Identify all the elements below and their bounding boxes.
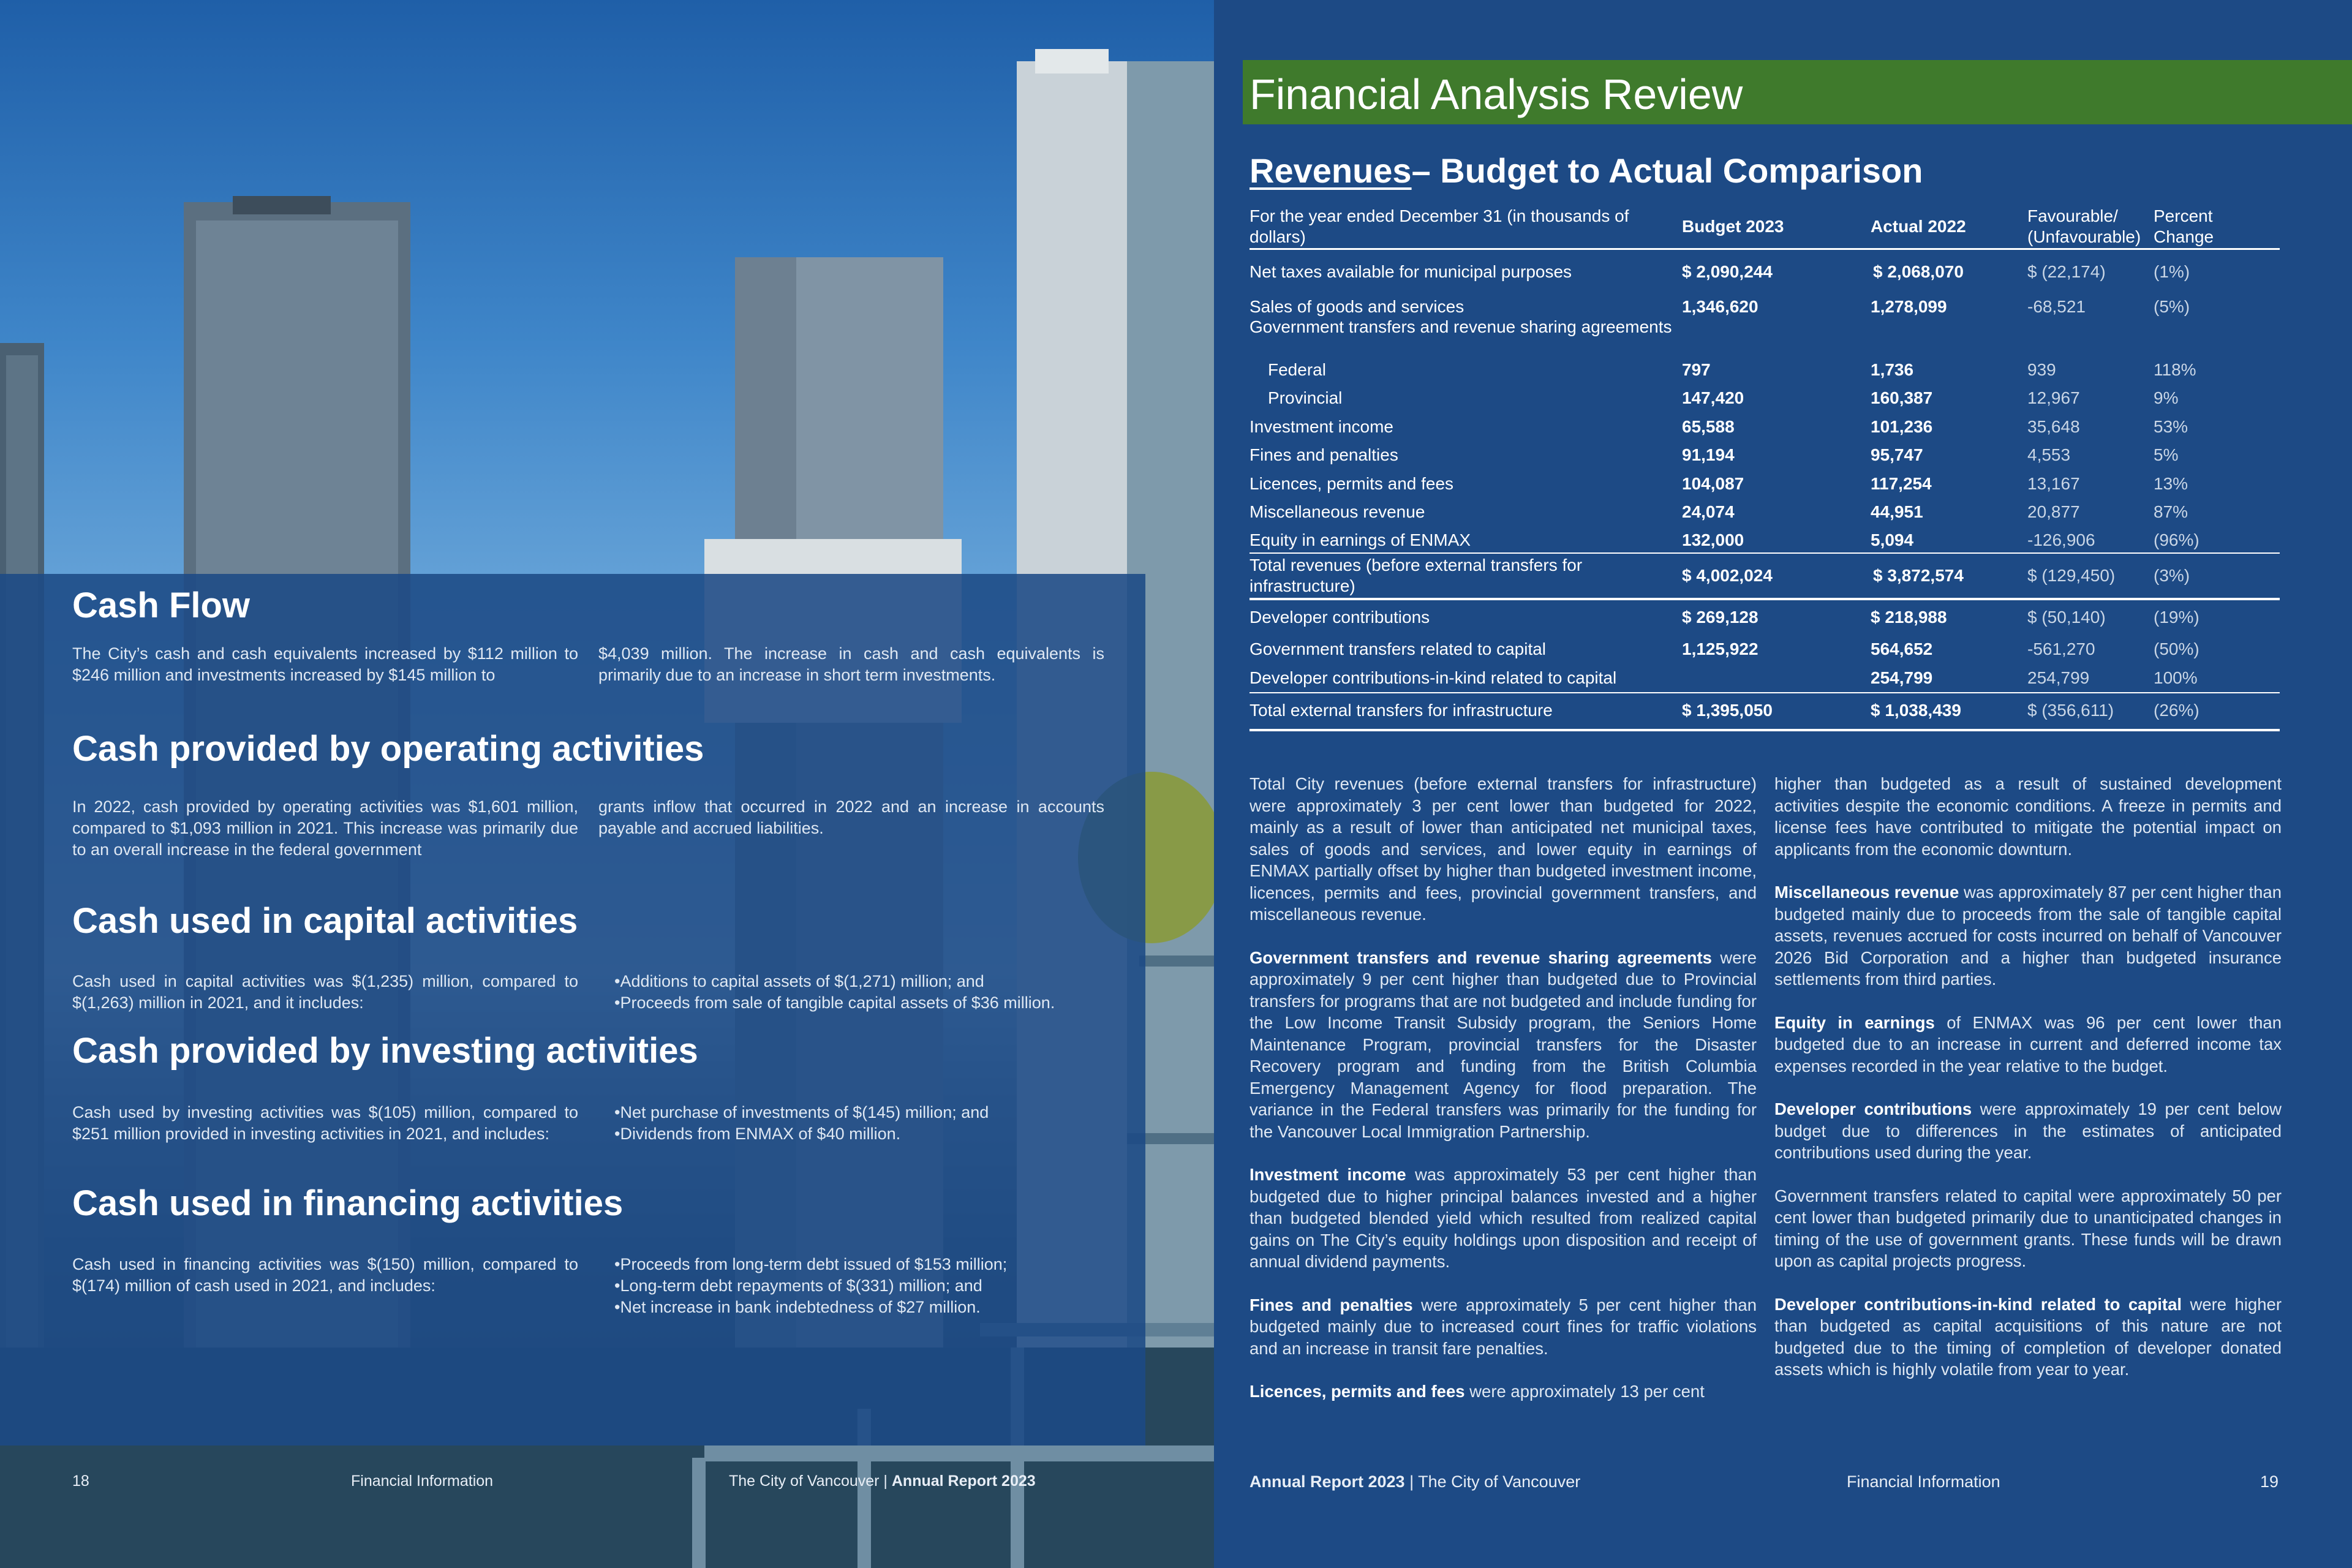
table-cell-variance: $ (129,450) [2027, 566, 2116, 585]
table-cell-variance: -561,270 [2027, 639, 2095, 658]
paragraph-body: were approximately 13 per cent [1464, 1382, 1705, 1401]
table-cell-variance: 20,877 [2027, 502, 2080, 521]
paragraph [1250, 947, 1757, 1143]
table-cell-variance: 35,648 [2027, 417, 2080, 436]
table-cell-budget: 24,074 [1682, 502, 1735, 521]
table-cell-percent: 87% [2154, 502, 2188, 521]
table-cell-actual: 5,094 [1871, 530, 1914, 549]
table-cell-actual: 564,652 [1871, 639, 1933, 658]
paragraph-body: were approximately 9 per cent higher than budgeted due to Provincial transfers for programs that are not budgeted and include funding for the Low Income Transit Subsidy program, the Seniors Home Maintenance Program, provincial transfers for the Disaster Recovery program and funding from the British Columbia Emergency Management Agency for flood preparation. The variance in the Federal transfers was primarily for the funding for the Vancouver Local Immigration Partnership. [1250, 948, 1757, 1141]
table-cell-variance: $ (50,140) [2027, 608, 2106, 627]
table-cell-percent: (96%) [2154, 530, 2199, 549]
table-cell-variance: 939 [2027, 360, 2056, 379]
paragraph-body: were higher than budgeted as capital acquisitions of this nature are not budgeted due to the timing of completion of developer donated assets which is highly volatile from year to year. [1774, 1294, 2282, 1379]
paragraph-lead: Investment income [1250, 1165, 1406, 1184]
list-item: • Net purchase of investments of $(145) million; and [614, 1102, 1117, 1123]
left-footer-report-title: Annual Report 2023 [891, 1472, 1036, 1490]
right-footer-section: Financial Information [1847, 1472, 2000, 1491]
table-cell-budget: 147,420 [1682, 388, 1744, 407]
table-cell-budget: 1,346,620 [1682, 297, 1758, 316]
table-cell-percent: (3%) [2154, 566, 2190, 585]
financing-activities-list [614, 1254, 1117, 1318]
paragraph [1774, 881, 2282, 990]
subtotal-rule-top [1250, 552, 2280, 554]
table-cell-actual: 44,951 [1871, 502, 1923, 521]
table-cell-budget: 104,087 [1682, 474, 1744, 493]
table-cell-variance: -68,521 [2027, 297, 2086, 316]
paragraph [1250, 1164, 1757, 1273]
table-cell-actual: 1,736 [1871, 360, 1914, 379]
right-footer-publisher: | The City of Vancouver [1404, 1472, 1581, 1491]
table-row-label: Provincial [1268, 388, 1343, 407]
table-header-budget: Budget 2023 [1682, 217, 1784, 236]
cash-flow-text-col1: The City’s cash and cash equivalents increased by $112 million to $246 million and investments increased by $145 million to [72, 644, 578, 684]
table-cell-budget: $ 269,128 [1682, 608, 1758, 627]
operating-activities-text-col1: In 2022, cash provided by operating activities was $1,601 million, compared to $1,093 million in 2021. This increase was primarily due to an overall increase in the federal government [72, 797, 578, 859]
table-cell-actual: $ 218,988 [1871, 608, 1947, 627]
table-cell-budget: $ 4,002,024 [1682, 566, 1773, 585]
table-cell-percent: 13% [2154, 474, 2188, 493]
table-cell-budget: $ 1,395,050 [1682, 701, 1773, 720]
analysis-text-column-1 [1250, 773, 1757, 1424]
table-row-label: Licences, permits and fees [1250, 474, 1454, 493]
table-cell-budget: 65,588 [1682, 417, 1735, 436]
table-row-label: Miscellaneous revenue [1250, 502, 1425, 521]
table-cell-actual: 117,254 [1871, 474, 1932, 493]
paragraph: Government transfers related to capital were approximately 50 per cent lower than budgeted primarily due to unanticipated changes in timing of the use of government grants. These funds will be drawn upon as capital projects progress. [1774, 1186, 2282, 1270]
table-cell-actual: 254,799 [1871, 668, 1933, 687]
paragraph-body: was approximately 87 per cent higher than budgeted mainly due to proceeds from the sale of tangible capital assets, revenues accrued for costs incurred on behalf of Vancouver 2026 Bid Corporation and a higher than budgeted insurance settlements from third parties. [1774, 883, 2282, 989]
capital-activities-list [614, 971, 1117, 1014]
capital-activities-heading: Cash used in capital activities [72, 901, 578, 941]
table-cell-percent: 100% [2154, 668, 2198, 687]
table-cell-percent: (50%) [2154, 639, 2199, 658]
table-cell-percent: 53% [2154, 417, 2188, 436]
cash-flow-panel [0, 574, 1145, 1446]
table-row-label: Sales of goods and services [1250, 297, 1464, 316]
table-cell-actual: 95,747 [1871, 445, 1923, 464]
table-cell-percent: (19%) [2154, 608, 2199, 627]
list-item: • Proceeds from sale of tangible capital assets of $36 million. [614, 992, 1117, 1014]
paragraph-body: was approximately 53 per cent higher than budgeted due to higher principal balances invested and a higher than budgeted blended yield which resulted from realized capital gains on The City’s equity holdings upon disposition and receipt of annual dividend payments. [1250, 1165, 1757, 1271]
capital-activities-text: Cash used in capital activities was $(1,235) million, compared to $(1,263) million in 2021, and it includes: [72, 972, 578, 1012]
section-subtitle [1250, 151, 1923, 190]
left-footer-report [729, 1472, 1036, 1490]
table-header-percent: Percent Change [2154, 206, 2214, 246]
paragraph [1774, 1098, 2282, 1164]
paragraph-lead: Equity in earnings [1774, 1012, 1935, 1032]
table-cell-percent: 118% [2154, 360, 2196, 379]
table-header-actual: Actual 2022 [1871, 217, 1966, 236]
financing-activities-heading: Cash used in financing activities [72, 1183, 624, 1223]
investing-activities-heading: Cash provided by investing activities [72, 1031, 698, 1071]
list-item: • Net increase in bank indebtedness of $27 million. [614, 1297, 1117, 1318]
paragraph [1774, 1012, 2282, 1077]
table-cell-actual: $ 3,872,574 [1873, 566, 1964, 585]
table-header-label: For the year ended December 31 (in thousands of dollars) [1250, 206, 1629, 246]
table-cell-actual: $ 2,068,070 [1873, 262, 1964, 281]
table-row-label: Developer contributions [1250, 608, 1430, 627]
financing-activities-text: Cash used in financing activities was $(150) million, compared to $(174) million of cash used in 2021, and includes: [72, 1255, 578, 1295]
list-item: • Dividends from ENMAX of $40 million. [614, 1123, 1117, 1145]
table-cell-budget: 797 [1682, 360, 1711, 379]
total-rule-bottom [1250, 729, 2280, 731]
table-cell-actual: 101,236 [1871, 417, 1933, 436]
table-row-label: Total external transfers for infrastructure [1250, 701, 1553, 720]
table-cell-variance: $ (22,174) [2027, 262, 2106, 281]
list-item: • Additions to capital assets of $(1,271) million; and [614, 971, 1117, 992]
paragraph-lead: Government transfers and revenue sharing agreements [1250, 948, 1712, 967]
paragraph-lead: Licences, permits and fees [1250, 1382, 1465, 1401]
paragraph-lead: Developer contributions-in-kind related to capital [1774, 1294, 2182, 1314]
table-row-label: Federal [1268, 360, 1326, 379]
paragraph [1250, 1381, 1757, 1403]
list-item: • Proceeds from long-term debt issued of $153 million; [614, 1254, 1117, 1275]
table-cell-budget: 1,125,922 [1682, 639, 1758, 658]
table-row-label: Developer contributions-in-kind related to capital [1250, 668, 1617, 687]
table-row-label: Equity in earnings of ENMAX [1250, 530, 1471, 549]
table-cell-variance: 12,967 [2027, 388, 2080, 407]
table-cell-actual: $ 1,038,439 [1871, 701, 1961, 720]
table-row-label: Net taxes available for municipal purposes [1250, 262, 1572, 281]
table-row-label: Government transfers and revenue sharing agreements [1250, 317, 1672, 336]
total-rule-top [1250, 692, 2280, 693]
investing-activities-text: Cash used by investing activities was $(105) million, compared to $251 million provided in investing activities in 2021, and includes: [72, 1103, 578, 1143]
table-cell-variance: 4,553 [2027, 445, 2071, 464]
page-title: Financial Analysis Review [1250, 70, 1743, 118]
analysis-text-column-2 [1774, 773, 2282, 1402]
table-row-label: Government transfers related to capital [1250, 639, 1547, 658]
table-row-label: Fines and penalties [1250, 445, 1398, 464]
table-cell-percent: 9% [2154, 388, 2179, 407]
table-cell-variance: 13,167 [2027, 474, 2080, 493]
financial-analysis-page [1214, 0, 2352, 1568]
table-cell-percent: (26%) [2154, 701, 2199, 720]
table-cell-budget: 91,194 [1682, 445, 1735, 464]
cash-flow-text-col2: $4,039 million. The increase in cash and cash equivalents is primarily due to an increase in short term investments. [598, 644, 1104, 684]
table-cell-variance: -126,906 [2027, 530, 2095, 549]
left-footer-section: Financial Information [351, 1472, 494, 1490]
paragraph-body: were approximately 19 per cent below budget due to differences in the estimates of anticipated contributions used during the year. [1774, 1099, 2282, 1162]
subtitle-underlined: Revenues [1250, 151, 1412, 190]
right-footer-report [1250, 1472, 1580, 1491]
left-footer-publisher: The City of Vancouver | [729, 1472, 892, 1490]
paragraph-lead: Fines and penalties [1250, 1295, 1413, 1314]
paragraph: Total City revenues (before external transfers for infrastructure) were approximately 3 per cent lower than budgeted for 2022, mainly as a result of lower than anticipated net municipal taxes, sales of goods and services, and lower equity in earnings of ENMAX partially offset by higher than budgeted investment income, licences, permits and fees, provincial government transfers, and miscellaneous revenue. [1250, 774, 1757, 924]
subtitle-rest: – Budget to Actual Comparison [1411, 151, 1923, 190]
investing-activities-list [614, 1102, 1117, 1145]
paragraph: higher than budgeted as a result of sustained development activities despite the economic conditions. A freeze in permits and license fees have contributed to mitigate the potential impact on applicants from the economic downturn. [1774, 774, 2282, 859]
subtotal-rule-bottom [1250, 598, 2280, 600]
right-page-number: 19 [2260, 1472, 2279, 1491]
paragraph-lead: Developer contributions [1774, 1099, 1972, 1118]
table-cell-variance: $ (356,611) [2027, 701, 2114, 720]
paragraph [1250, 1294, 1757, 1360]
operating-activities-heading: Cash provided by operating activities [72, 729, 704, 769]
list-item: • Long-term debt repayments of $(331) million; and [614, 1275, 1117, 1297]
table-cell-percent: 5% [2154, 445, 2179, 464]
table-header-variance: Favourable/ (Unfavourable) [2027, 206, 2141, 246]
right-footer-report-title: Annual Report 2023 [1250, 1472, 1405, 1491]
paragraph-body: were approximately 5 per cent higher than budgeted mainly due to increased court fines for traffic violations and an increase in transit fare penalties. [1250, 1295, 1757, 1358]
paragraph-body: of ENMAX was 96 per cent lower than budgeted due to an increase in current and deferred income tax expenses recorded in the year relative to the budget. [1774, 1012, 2282, 1076]
table-cell-percent: (1%) [2154, 262, 2190, 281]
table-row-label: Total revenues (before external transfers for infrastructure) [1250, 556, 1583, 595]
table-row-label: Investment income [1250, 417, 1393, 436]
operating-activities-text-col2: grants inflow that occurred in 2022 and an increase in accounts payable and accrued liabilities. [598, 797, 1104, 837]
table-header-rule [1250, 248, 2280, 250]
table-cell-actual: 160,387 [1871, 388, 1933, 407]
table-cell-actual: 1,278,099 [1871, 297, 1947, 316]
table-cell-variance: 254,799 [2027, 668, 2090, 687]
paragraph-lead: Miscellaneous revenue [1774, 883, 1959, 902]
left-page-number: 18 [72, 1472, 89, 1490]
table-cell-budget: 132,000 [1682, 530, 1744, 549]
table-cell-percent: (5%) [2154, 297, 2190, 316]
table-cell-budget: $ 2,090,244 [1682, 262, 1773, 281]
paragraph [1774, 1294, 2282, 1381]
cash-flow-heading: Cash Flow [72, 586, 251, 625]
